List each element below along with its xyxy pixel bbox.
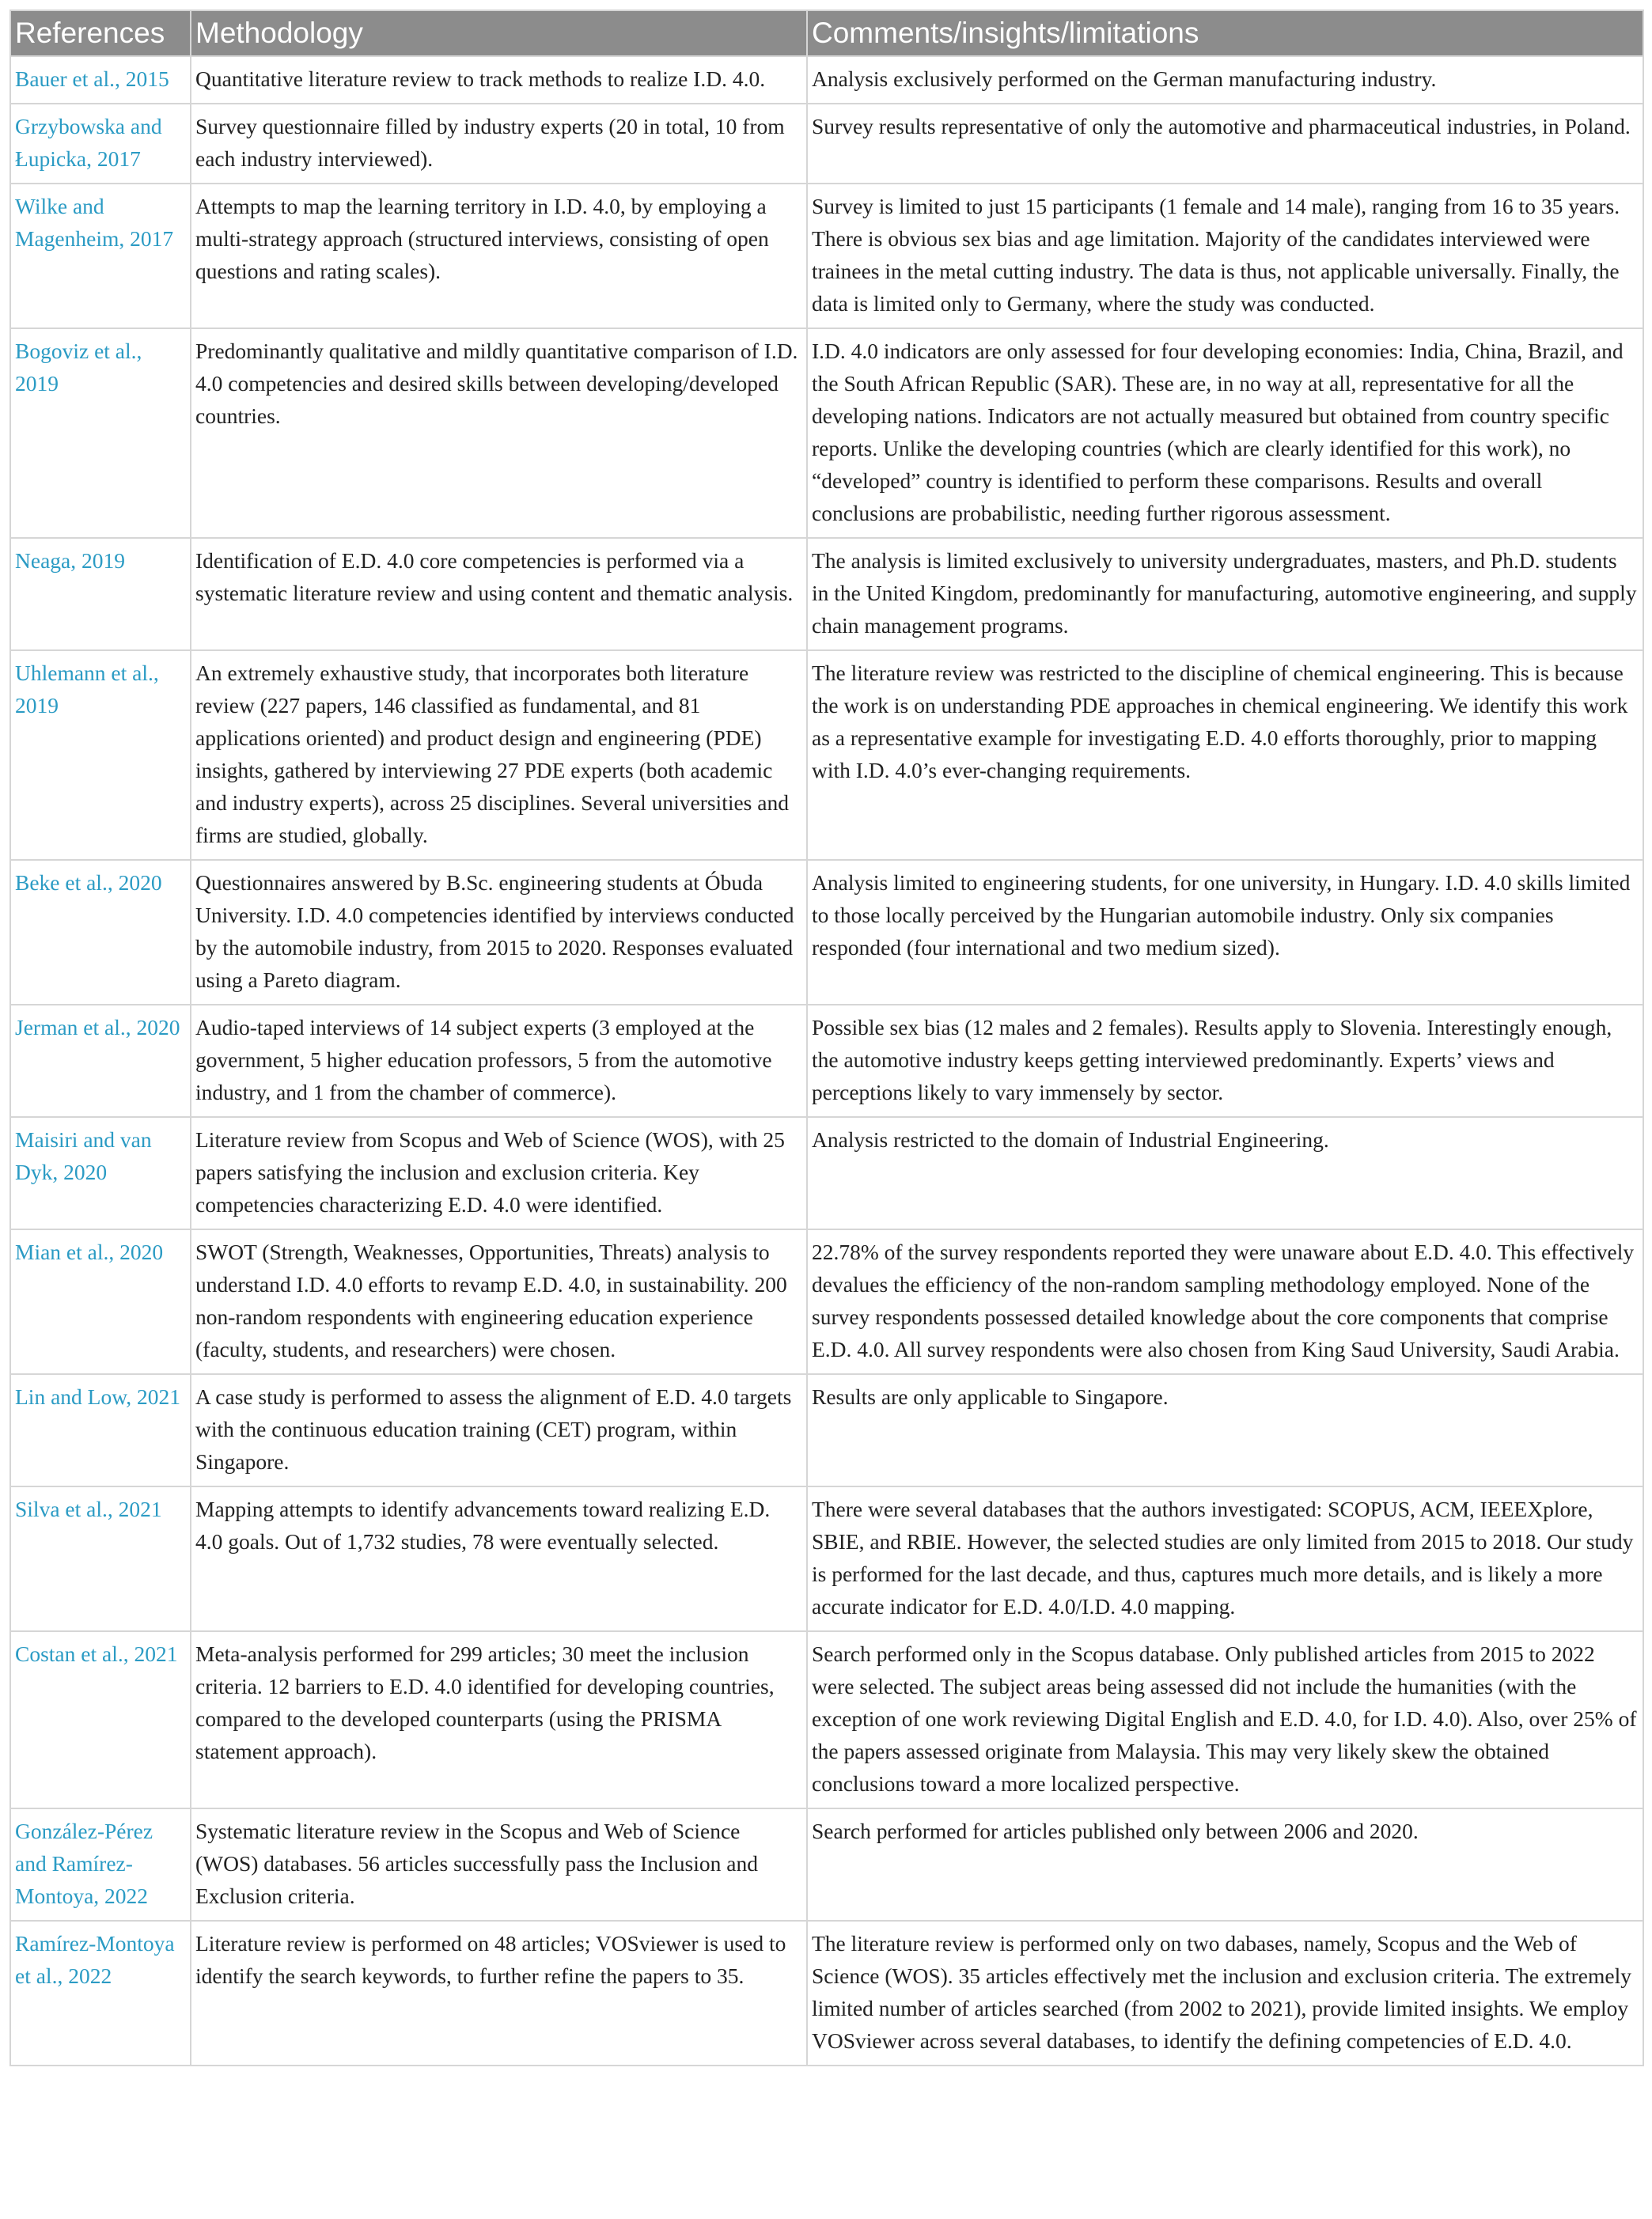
- comments-cell: I.D. 4.0 indicators are only assessed for four developing economies: India, China, Brazil, and the South African Republic (SAR). These are, in no way at all, representative for all the developing nations. Indicators are not actually measured but obtained from country specific reports. Unlike the developing countries (which are clearly identified for this work), no “developed” country is identified to perform these comparisons. Results and overall conclusions are probabilistic, needing further rigorous assessment.: [807, 328, 1643, 538]
- header-references: References: [10, 10, 191, 56]
- comments-cell: Survey is limited to just 15 participants (1 female and 14 male), ranging from 16 to 35 years. There is obvious sex bias and age limitation. Majority of the candidates interviewed were trainees in the metal cutting industry. The data is thus, not applicable universally. Finally, the data is limited only to Germany, where the study was conducted.: [807, 184, 1643, 328]
- methodology-cell: Predominantly qualitative and mildly quantitative comparison of I.D. 4.0 competencies and desired skills between developing/developed countries.: [191, 328, 807, 538]
- methodology-cell: A case study is performed to assess the alignment of E.D. 4.0 targets with the continuous education training (CET) program, within Singapore.: [191, 1374, 807, 1486]
- comments-cell: Analysis restricted to the domain of Industrial Engineering.: [807, 1117, 1643, 1229]
- methodology-cell: An extremely exhaustive study, that incorporates both literature review (227 papers, 146 classified as fundamental, and 81 applications oriented) and product design and engineering (PDE) insights, gathered by interviewing 27 PDE experts (both academic and industry experts), across 25 disciplines. Several universities and firms are studied, globally.: [191, 650, 807, 860]
- header-methodology: Methodology: [191, 10, 807, 56]
- table-row: [10, 1374, 1643, 1486]
- methodology-cell: Questionnaires answered by B.Sc. engineering students at Óbuda University. I.D. 4.0 competencies identified by interviews conducted by the automobile industry, from 2015 to 2020. Responses evaluated using a Pareto diagram.: [191, 860, 807, 1005]
- reference-link[interactable]: Bauer et al., 2015: [10, 56, 191, 104]
- reference-link[interactable]: Jerman et al., 2020: [10, 1005, 191, 1117]
- table-row: [10, 860, 1643, 1005]
- methodology-cell: Meta-analysis performed for 299 articles; 30 meet the inclusion criteria. 12 barriers to E.D. 4.0 identified for developing countries, compared to the developed counterparts (using the PRISMA statement approach).: [191, 1631, 807, 1808]
- methodology-cell: Identification of E.D. 4.0 core competencies is performed via a systematic literature review and using content and thematic analysis.: [191, 538, 807, 650]
- table-row: [10, 1808, 1643, 1921]
- methodology-cell: Literature review from Scopus and Web of Science (WOS), with 25 papers satisfying the inclusion and exclusion criteria. Key competencies characterizing E.D. 4.0 were identified.: [191, 1117, 807, 1229]
- reference-link[interactable]: Grzybowska and Łupicka, 2017: [10, 104, 191, 184]
- methodology-cell: Systematic literature review in the Scopus and Web of Science (WOS) databases. 56 articles successfully pass the Inclusion and Exclusion criteria.: [191, 1808, 807, 1921]
- comments-cell: Analysis limited to engineering students, for one university, in Hungary. I.D. 4.0 skills limited to those locally perceived by the Hungarian automobile industry. Only six companies responded (four international and two medium sized).: [807, 860, 1643, 1005]
- comments-cell: The literature review was restricted to the discipline of chemical engineering. This is because the work is on understanding PDE approaches in chemical engineering. We identify this work as a representative example for investigating E.D. 4.0 efforts thoroughly, prior to mapping with I.D. 4.0’s ever-changing requirements.: [807, 650, 1643, 860]
- methodology-cell: Quantitative literature review to track methods to realize I.D. 4.0.: [191, 56, 807, 104]
- reference-link[interactable]: Beke et al., 2020: [10, 860, 191, 1005]
- reference-link[interactable]: Costan et al., 2021: [10, 1631, 191, 1808]
- table-row: [10, 1005, 1643, 1117]
- methodology-cell: Literature review is performed on 48 articles; VOSviewer is used to identify the search keywords, to further refine the papers to 35.: [191, 1921, 807, 2066]
- comments-cell: Results are only applicable to Singapore.: [807, 1374, 1643, 1486]
- table-row: [10, 1486, 1643, 1631]
- references-table: [9, 9, 1644, 2066]
- comments-cell: Survey results representative of only the automotive and pharmaceutical industries, in Poland.: [807, 104, 1643, 184]
- comments-cell: There were several databases that the authors investigated: SCOPUS, ACM, IEEEXplore, SBIE, and RBIE. However, the selected studies are only limited from 2015 to 2018. Our study is performed for the last decade, and thus, captures much more details, and is likely a more accurate indicator for E.D. 4.0/I.D. 4.0 mapping.: [807, 1486, 1643, 1631]
- comments-cell: Search performed only in the Scopus database. Only published articles from 2015 to 2022 were selected. The subject areas being assessed did not include the humanities (with the exception of one work reviewing Digital English and E.D. 4.0, for I.D. 4.0). Also, over 25% of the papers assessed originate from Malaysia. This may very likely skew the obtained conclusions toward a more localized perspective.: [807, 1631, 1643, 1808]
- reference-link[interactable]: Mian et al., 2020: [10, 1229, 191, 1374]
- table-row: [10, 650, 1643, 860]
- methodology-cell: SWOT (Strength, Weaknesses, Opportunities, Threats) analysis to understand I.D. 4.0 efforts to revamp E.D. 4.0, in sustainability. 200 non-random respondents with engineering education experience (faculty, students, and researchers) were chosen.: [191, 1229, 807, 1374]
- header-row: [10, 10, 1643, 56]
- comments-cell: Search performed for articles published only between 2006 and 2020.: [807, 1808, 1643, 1921]
- table-row: [10, 328, 1643, 538]
- reference-link[interactable]: Ramírez-Montoya et al., 2022: [10, 1921, 191, 2066]
- table-row: [10, 56, 1643, 104]
- reference-link[interactable]: Lin and Low, 2021: [10, 1374, 191, 1486]
- reference-link[interactable]: Neaga, 2019: [10, 538, 191, 650]
- header-comments: Comments/insights/limitations: [807, 10, 1643, 56]
- reference-link[interactable]: Maisiri and van Dyk, 2020: [10, 1117, 191, 1229]
- table-row: [10, 104, 1643, 184]
- comments-cell: Possible sex bias (12 males and 2 females). Results apply to Slovenia. Interestingly enough, the automotive industry keeps getting interviewed predominantly. Experts’ views and perceptions likely to vary immensely by sector.: [807, 1005, 1643, 1117]
- comments-cell: Analysis exclusively performed on the German manufacturing industry.: [807, 56, 1643, 104]
- table-row: [10, 538, 1643, 650]
- comments-cell: 22.78% of the survey respondents reported they were unaware about E.D. 4.0. This effectively devalues the efficiency of the non-random sampling methodology employed. None of the survey respondents possessed detailed knowledge about the core components that comprise E.D. 4.0. All survey respondents were also chosen from King Saud University, Saudi Arabia.: [807, 1229, 1643, 1374]
- table-row: [10, 1117, 1643, 1229]
- table-row: [10, 1229, 1643, 1374]
- reference-link[interactable]: Wilke and Magenheim, 2017: [10, 184, 191, 328]
- table-row: [10, 1921, 1643, 2066]
- methodology-cell: Survey questionnaire filled by industry experts (20 in total, 10 from each industry interviewed).: [191, 104, 807, 184]
- methodology-cell: Audio-taped interviews of 14 subject experts (3 employed at the government, 5 higher education professors, 5 from the automotive industry, and 1 from the chamber of commerce).: [191, 1005, 807, 1117]
- table-row: [10, 1631, 1643, 1808]
- comments-cell: The literature review is performed only on two dabases, namely, Scopus and the Web of Science (WOS). 35 articles effectively met the inclusion and exclusion criteria. The extremely limited number of articles searched (from 2002 to 2021), provide limited insights. We employ VOSviewer across several databases, to identify the defining competencies of E.D. 4.0.: [807, 1921, 1643, 2066]
- reference-link[interactable]: Uhlemann et al., 2019: [10, 650, 191, 860]
- methodology-cell: Mapping attempts to identify advancements toward realizing E.D. 4.0 goals. Out of 1,732 studies, 78 were eventually selected.: [191, 1486, 807, 1631]
- comments-cell: The analysis is limited exclusively to university undergraduates, masters, and Ph.D. students in the United Kingdom, predominantly for manufacturing, automotive engineering, and supply chain management programs.: [807, 538, 1643, 650]
- table-row: [10, 184, 1643, 328]
- reference-link[interactable]: Bogoviz et al., 2019: [10, 328, 191, 538]
- methodology-cell: Attempts to map the learning territory in I.D. 4.0, by employing a multi-strategy approach (structured interviews, consisting of open questions and rating scales).: [191, 184, 807, 328]
- reference-link[interactable]: González-Pérez and Ramírez-Montoya, 2022: [10, 1808, 191, 1921]
- reference-link[interactable]: Silva et al., 2021: [10, 1486, 191, 1631]
